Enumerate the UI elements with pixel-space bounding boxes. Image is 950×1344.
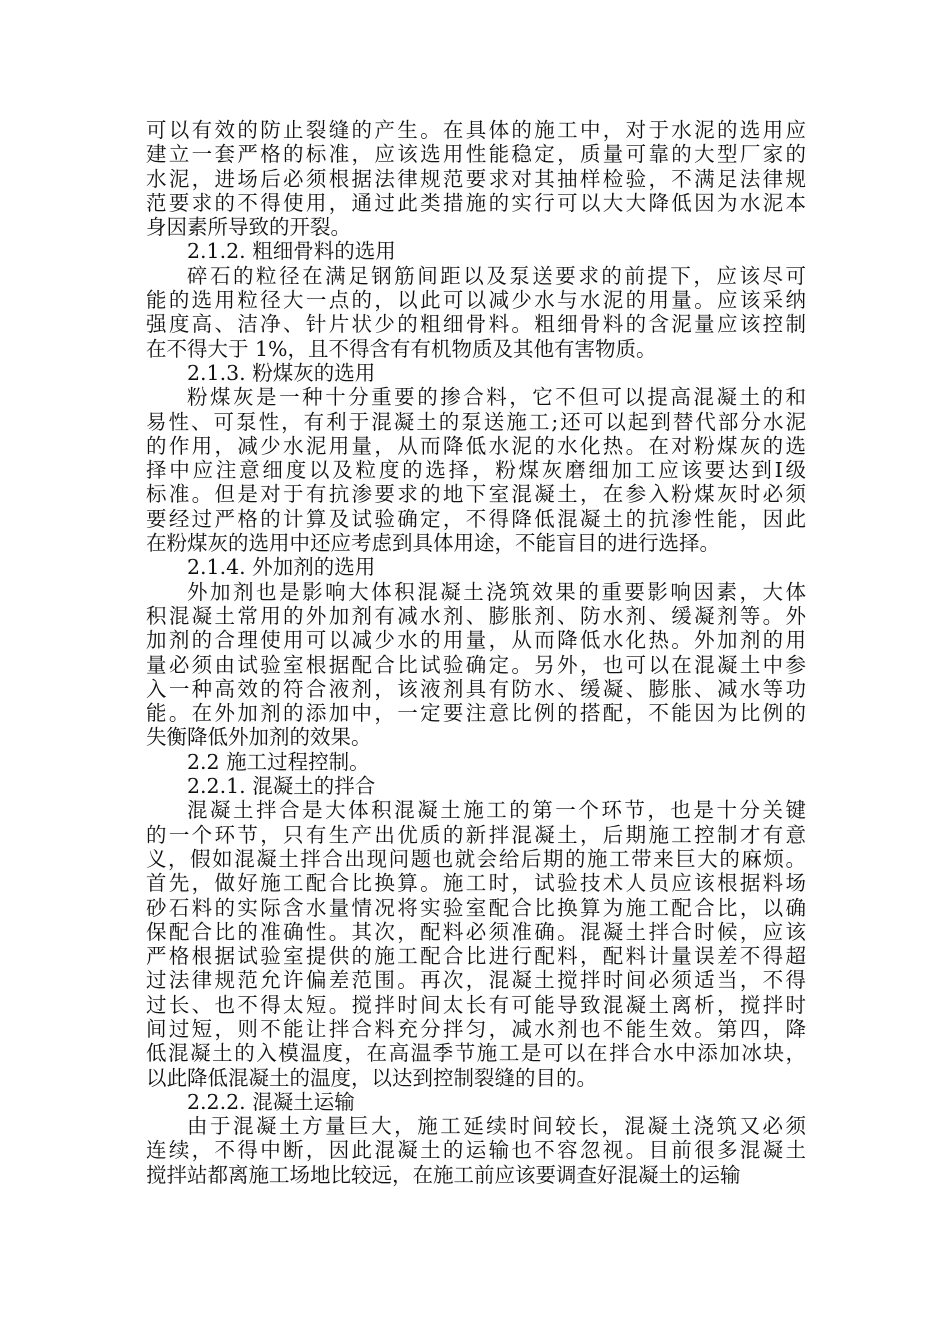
text-line: 义，假如混凝土拌合出现问题也就会给后期的施工带来巨大的麻烦。 [146, 846, 806, 871]
text-line: 积混凝土常用的外加剂有减水剂、膨胀剂、防水剂、缓凝剂等。外 [146, 603, 806, 628]
text-line: 混凝土拌合是大体积混凝土施工的第一个环节，也是十分关键 [187, 798, 806, 823]
section-heading: 2.2 施工过程控制。 [187, 749, 370, 774]
section-heading: 2.1.4. 外加剂的选用 [187, 555, 376, 580]
paragraph [146, 798, 806, 1090]
text-line: 的一个环节，只有生产出优质的新拌混凝土，后期施工控制才有意 [146, 822, 806, 847]
text-line: 在不得大于 1%，且不得含有有机物质及其他有害物质。 [146, 336, 657, 361]
text-line: 由于混凝土方量巨大，施工延续时间较长，混凝土浇筑又必须 [187, 1114, 806, 1139]
paragraph-continuation [146, 118, 806, 239]
paragraph [146, 264, 806, 361]
text-line: 粉煤灰是一种十分重要的掺合料，它不但可以提高混凝土的和 [187, 385, 806, 410]
section-heading: 2.2.1. 混凝土的拌合 [187, 774, 376, 799]
text-line: 过法律规范允许偏差范围。再次，混凝土搅拌时间必须适当，不得 [146, 968, 806, 993]
text-line: 建立一套严格的标准，应该选用性能稳定，质量可靠的大型厂家的 [146, 142, 806, 167]
text-line: 量必须由试验室根据配合比试验确定。另外，也可以在混凝土中参 [146, 652, 806, 677]
text-line: 失衡降低外加剂的效果。 [146, 725, 372, 750]
text-line: 砂石料的实际含水量情况将实验室配合比换算为施工配合比，以确 [146, 895, 806, 920]
text-line: 搅拌站都离施工场地比较远，在施工前应该要调查好混凝土的运输 [146, 1162, 741, 1187]
text-line: 外加剂也是影响大体积混凝土浇筑效果的重要影响因素，大体 [187, 579, 806, 604]
text-line: 标准。但是对于有抗渗要求的地下室混凝土，在参入粉煤灰时必须 [146, 482, 806, 507]
text-line: 在粉煤灰的选用中还应考虑到具体用途，不能盲目的进行选择。 [146, 531, 720, 556]
section-heading: 2.1.2. 粗细骨料的选用 [187, 239, 396, 264]
document-page [146, 118, 806, 1187]
text-line: 首先，做好施工配合比换算。施工时，试验技术人员应该根据料场 [146, 871, 806, 896]
text-line: 低混凝土的入模温度，在高温季节施工是可以在拌合水中添加冰块， [146, 1041, 806, 1066]
text-line: 连续，不得中断，因此混凝土的运输也不容忽视。目前很多混凝土 [146, 1138, 806, 1163]
paragraph [146, 580, 806, 750]
text-line: 间过短，则不能让拌合料充分拌匀，减水剂也不能生效。第四，降 [146, 1016, 806, 1041]
text-line: 过长、也不得太短。搅拌时间太长有可能导致混凝土离析，搅拌时 [146, 992, 806, 1017]
text-line: 范要求的不得使用，通过此类措施的实行可以大大降低因为水泥本 [146, 190, 806, 215]
section-heading: 2.2.2. 混凝土运输 [187, 1089, 355, 1114]
text-line: 择中应注意细度以及粒度的选择，粉煤灰磨细加工应该要达到Ⅰ级 [146, 458, 806, 483]
text-line: 水泥，进场后必须根据法律规范要求对其抽样检验，不满足法律规 [146, 166, 806, 191]
text-line: 可以有效的防止裂缝的产生。在具体的施工中，对于水泥的选用应 [146, 118, 806, 142]
text-line: 入一种高效的符合液剂，该液剂具有防水、缓凝、膨胀、减水等功 [146, 676, 806, 701]
text-line: 严格根据试验室提供的施工配合比进行配料，配料计量误差不得超 [146, 944, 806, 969]
text-line: 身因素所导致的开裂。 [146, 215, 351, 240]
paragraph [146, 1114, 806, 1187]
text-line: 能的选用粒径大一点的，以此可以减少水与水泥的用量。应该采纳 [146, 288, 806, 313]
text-line: 以此降低混凝土的温度，以达到控制裂缝的目的。 [146, 1065, 597, 1090]
text-line: 碎石的粒径在满足钢筋间距以及泵送要求的前提下，应该尽可 [187, 263, 806, 288]
text-line: 易性、可泵性，有利于混凝土的泵送施工;还可以起到替代部分水泥 [146, 409, 806, 434]
text-line: 加剂的合理使用可以减少水的用量，从而降低水化热。外加剂的用 [146, 628, 806, 653]
text-line: 要经过严格的计算及试验确定，不得降低混凝土的抗渗性能，因此 [146, 506, 806, 531]
section-heading: 2.1.3. 粉煤灰的选用 [187, 360, 376, 385]
text-line: 的作用，减少水泥用量，从而降低水泥的水化热。在对粉煤灰的选 [146, 433, 806, 458]
text-line: 强度高、洁净、针片状少的粗细骨料。粗细骨料的含泥量应该控制 [146, 312, 806, 337]
text-line: 能。在外加剂的添加中，一定要注意比例的搭配，不能因为比例的 [146, 701, 806, 726]
paragraph [146, 385, 806, 555]
text-line: 保配合比的准确性。其次，配料必须准确。混凝土拌合时候，应该 [146, 919, 806, 944]
